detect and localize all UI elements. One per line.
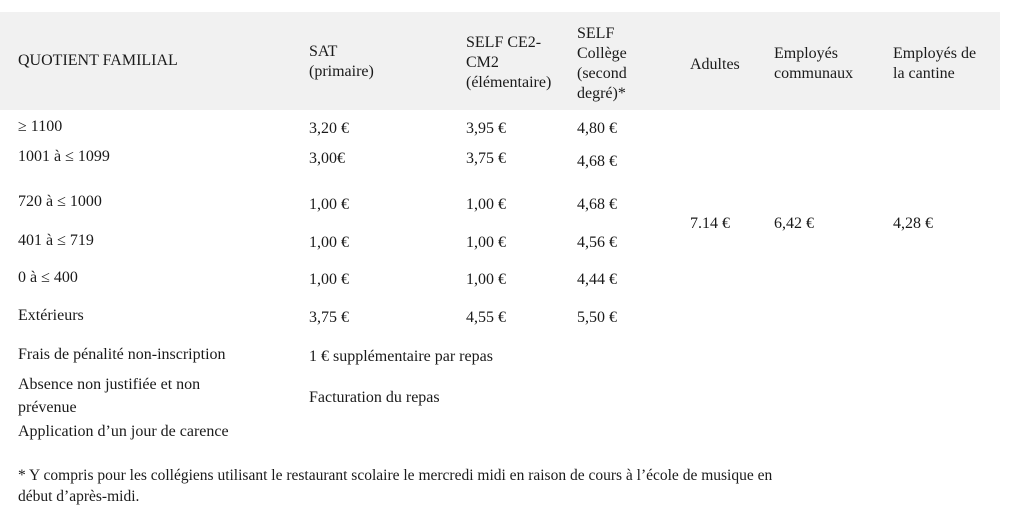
absence-label-line2: prévenue [18,399,77,416]
header-employes-communaux-line1: Employés [774,45,838,62]
absence-label-line3: Application d’un jour de carence [18,423,229,440]
header-employes-cantine-line2: la cantine [893,65,955,82]
row-2-label: 1001 à ≤ 1099 [18,148,110,165]
absence-value: Facturation du repas [309,389,440,406]
header-ce2-line1: SELF CE2- [466,34,542,51]
header-college-line3: (second [577,65,627,82]
row-4-label: 401 à ≤ 719 [18,232,94,249]
row-6-ce2: 4,55 € [466,309,506,326]
row-3-college: 4,68 € [577,196,617,213]
row-1-college: 4,80 € [577,120,617,137]
row-2-college: 4,68 € [577,153,617,170]
header-ce2-line2: CM2 [466,54,499,71]
footnote-line2: début d’après-midi. [18,488,140,505]
row-6-college: 5,50 € [577,309,617,326]
penalite-label: Frais de pénalité non-inscription [18,346,226,363]
absence-label-line1: Absence non justifiée et non [18,376,201,393]
row-5-ce2: 1,00 € [466,271,506,288]
row-4-college: 4,56 € [577,234,617,251]
row-6-sat: 3,75 € [309,309,349,326]
header-college-line2: Collège [577,45,627,62]
row-4-ce2: 1,00 € [466,234,506,251]
footnote-line1: * Y compris pour les collégiens utilisant le restaurant scolaire le mercredi midi en raison de cours à l’école de musique en [18,467,773,484]
penalite-value: 1 € supplémentaire par repas [309,348,493,365]
row-3-label: 720 à ≤ 1000 [18,193,102,210]
header-ce2-line3: (élémentaire) [466,74,552,91]
row-6-label: Extérieurs [18,307,84,324]
row-5-label: 0 à ≤ 400 [18,269,78,286]
header-quotient-familial: QUOTIENT FAMILIAL [18,52,178,69]
row-1-sat: 3,20 € [309,120,349,137]
row-3-sat: 1,00 € [309,196,349,213]
header-college-line4: degré)* [577,85,626,102]
header-sat-line2: (primaire) [309,63,374,80]
header-college-line1: SELF [577,25,615,42]
rate-employes-cantine: 4,28 € [893,215,933,232]
rate-employes-communaux: 6,42 € [774,215,814,232]
header-adultes: Adultes [690,56,740,73]
header-employes-cantine-line1: Employés de [893,45,977,62]
row-3-ce2: 1,00 € [466,196,506,213]
rate-adultes: 7.14 € [690,215,730,232]
row-2-ce2: 3,75 € [466,150,506,167]
header-sat-line1: SAT [309,43,338,60]
header-employes-communaux-line2: communaux [774,65,854,82]
row-1-ce2: 3,95 € [466,120,506,137]
row-4-sat: 1,00 € [309,234,349,251]
row-5-college: 4,44 € [577,271,617,288]
row-1-label: ≥ 1100 [18,118,63,135]
row-5-sat: 1,00 € [309,271,349,288]
row-2-sat: 3,00€ [309,150,345,167]
